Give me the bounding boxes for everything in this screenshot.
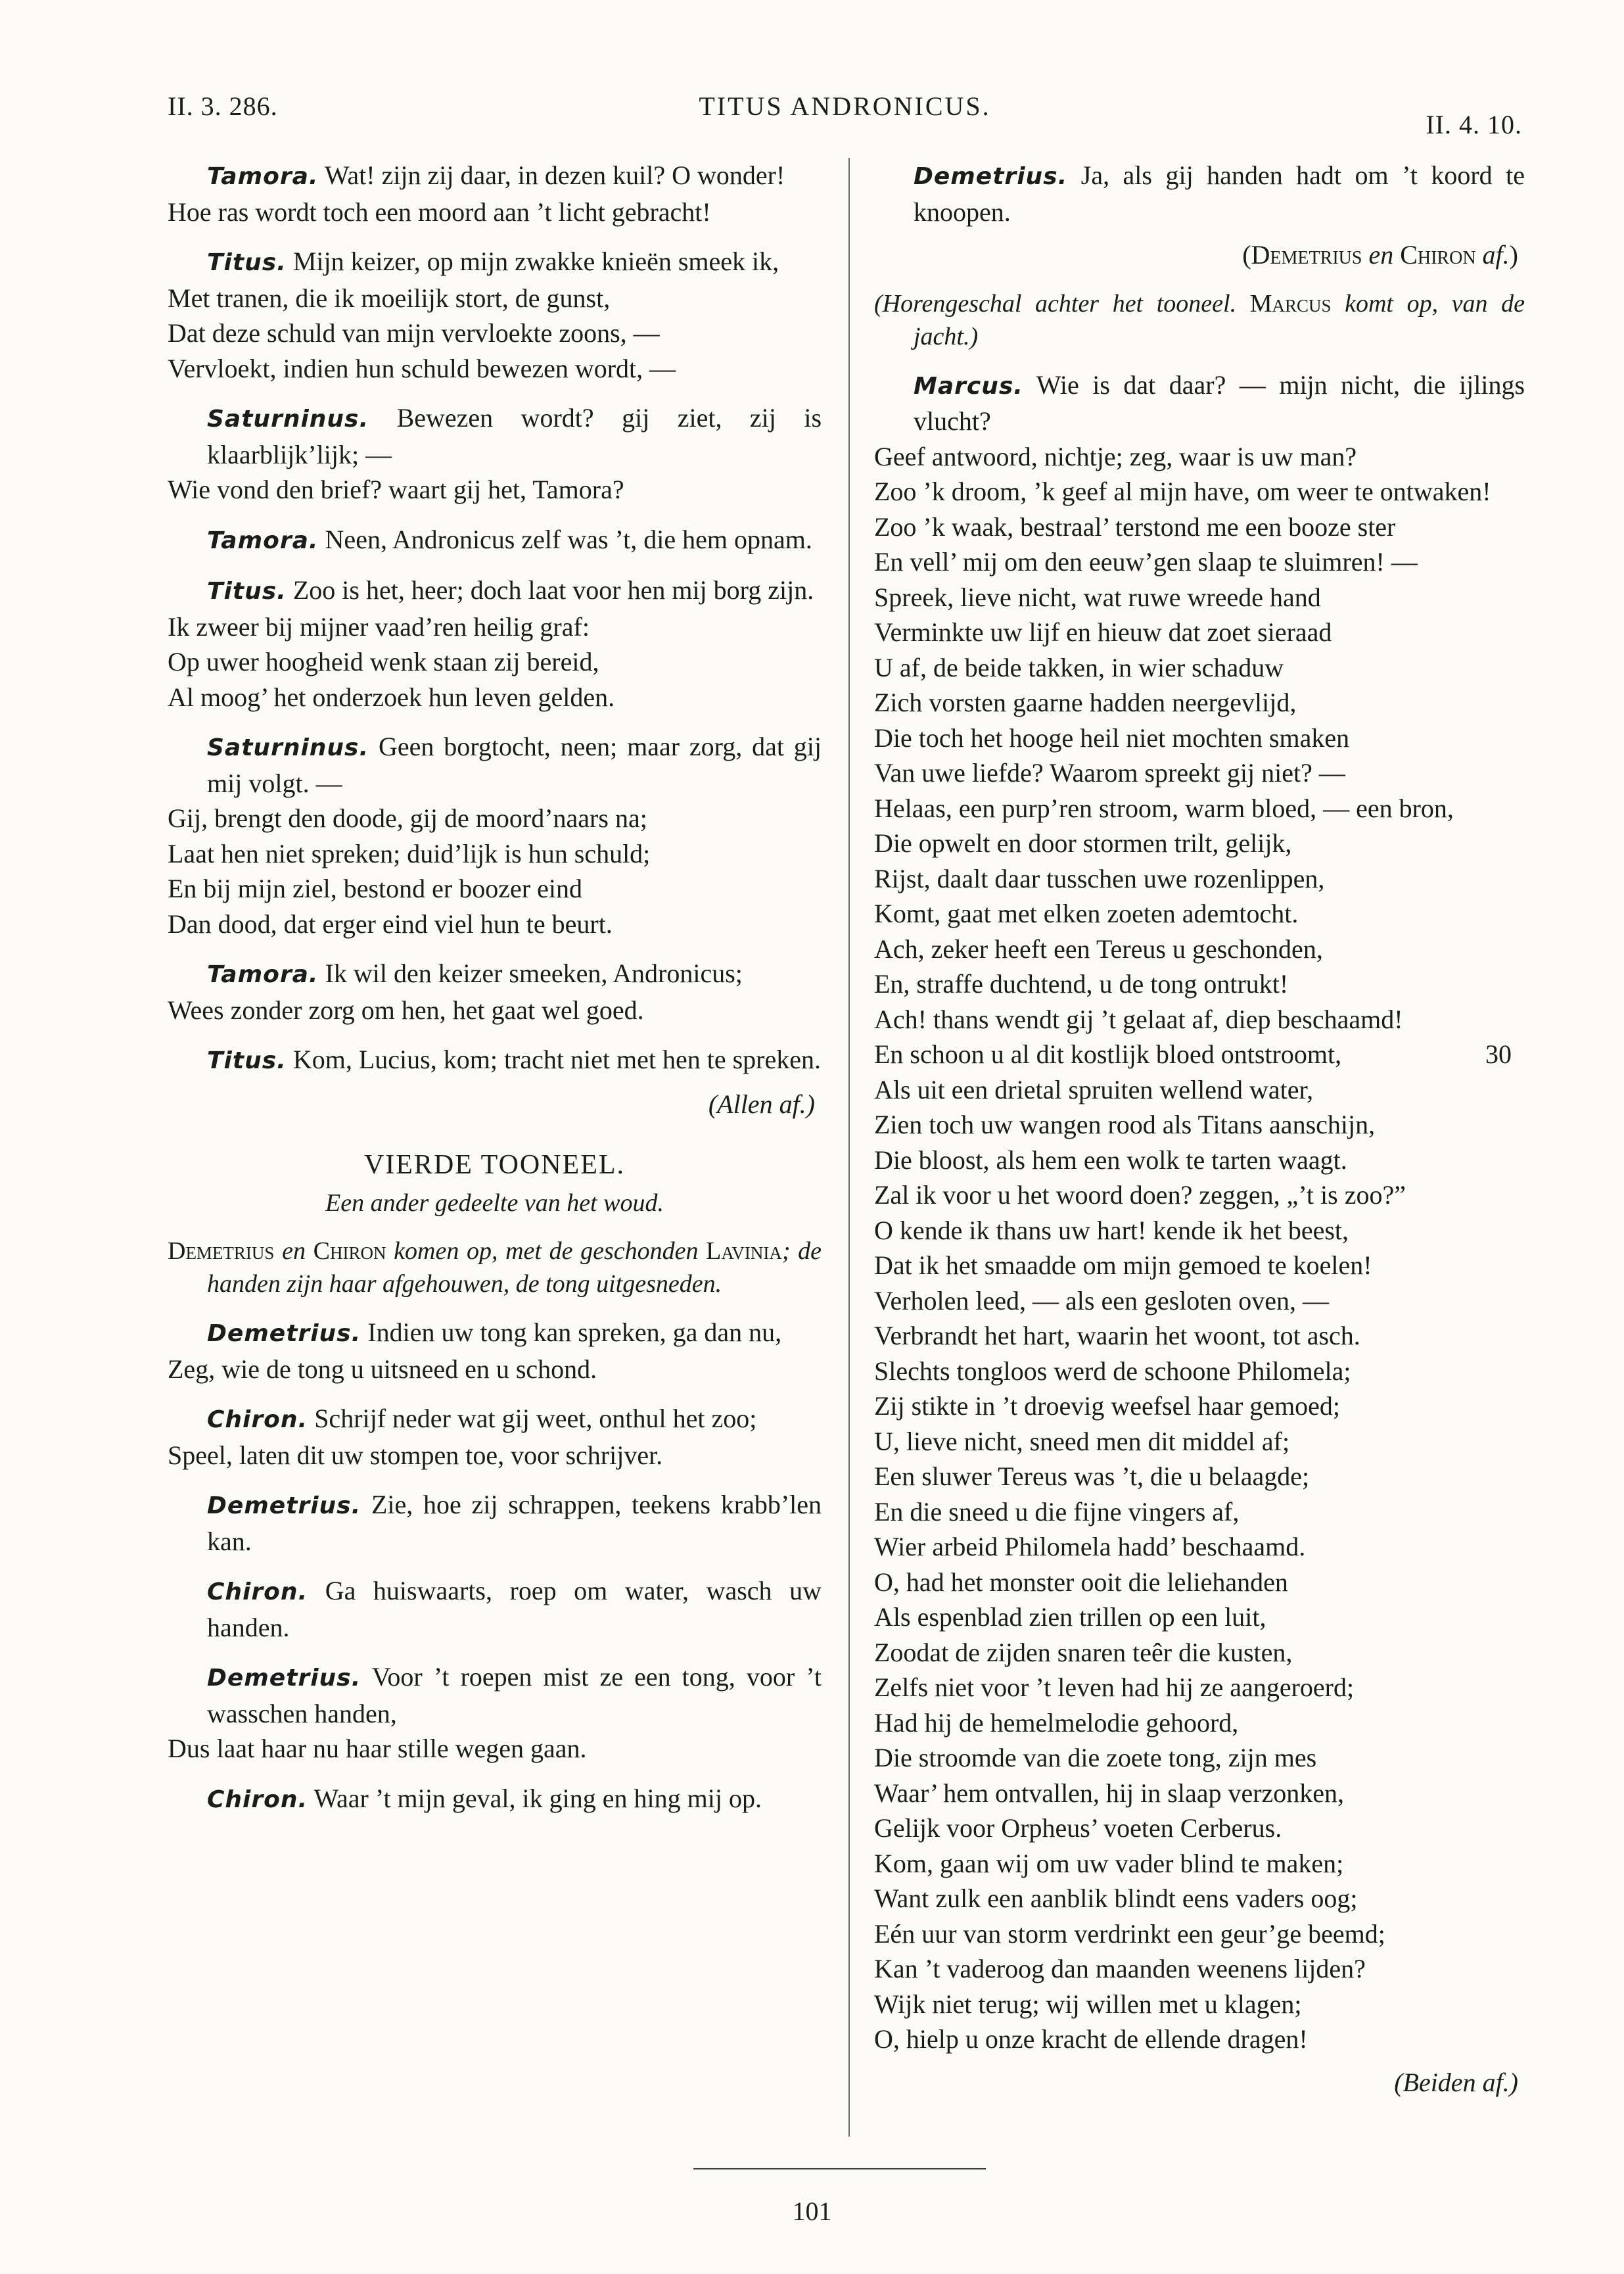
conjunction: en [282, 1237, 306, 1265]
verse-text: Die bloost, als hem een wolk te tarten waagt. [874, 1145, 1347, 1175]
speech [168, 573, 822, 715]
verse-text: Dat ik het smaadde om mijn gemoed te koelen! [874, 1250, 1372, 1280]
verse-text: O kende ik thans uw hart! kende ik het beest, [874, 1215, 1349, 1245]
speech-text: Zoo is het, heer; doch laat voor hen mij borg zijn. [292, 575, 814, 605]
verse-line: Op uwer hoogheid wenk staan zij bereid, [168, 647, 599, 676]
verse-line: Ik zweer bij mijner vaad’ren heilig graf: [168, 611, 590, 642]
verse-text: Rijst, daalt daar tusschen uwe rozenlippen, [874, 863, 1325, 893]
verse-text: O, hielp u onze kracht de ellende dragen! [874, 2024, 1308, 2054]
verse-text: Waar’ hem ontvallen, hij in slaap verzonken, [874, 1778, 1345, 1808]
speech-text: Bewezen wordt? gij ziet, zij is klaarblijk’lijk; — [207, 403, 822, 469]
speech-first-line [168, 1042, 822, 1079]
speech [168, 158, 822, 229]
character-name: Lavinia [706, 1237, 782, 1265]
marcus-verse-lines [874, 439, 1525, 2057]
verse-text: Van uwe liefde? Waarom spreekt gij niet? — [874, 758, 1345, 788]
verse-line: Dat deze schuld van mijn vervloekte zoons, — [168, 318, 660, 348]
scene-title: VIERDE TOONEEL. [363, 1150, 626, 1180]
verse-line [874, 1916, 1525, 1952]
verse-text: Gelijk voor Orpheus’ voeten Cerberus. [874, 1813, 1282, 1843]
verse-line: En bij mijn ziel, bestond er boozer eind [168, 874, 582, 903]
verse-line: Hoe ras wordt toch een moord aan ’t licht gebracht! [168, 197, 711, 227]
speech-first-line [168, 1315, 822, 1352]
verse-line [874, 1143, 1525, 1178]
verse-text: O, had het monster ooit die leliehanden [874, 1567, 1288, 1597]
speech-first-line [168, 522, 822, 559]
horn-stage-direction: (Horengeschal achter het tooneel. Marcus komt op, van de jacht.) [874, 289, 1525, 350]
verse-text: En vell’ mij om den eeuw’gen slaap te sluimren! — [874, 547, 1418, 577]
conjunction: en [1368, 240, 1394, 270]
left-speeches-scene3 [168, 158, 822, 1079]
verse-line [874, 2022, 1525, 2057]
speaker-name: Demetrius. [914, 163, 1068, 190]
speaker-name: Demetrius. [207, 1665, 361, 1692]
verse-line [874, 1037, 1525, 1072]
stage-direction-text: ; de handen zijn haar afgehouwen, de tong uitgesneden. [207, 1237, 822, 1298]
verse-line [874, 1107, 1525, 1143]
speech-first-line [168, 400, 822, 472]
verse-line [874, 1072, 1525, 1108]
verse-text: Verminkte uw lijf en hieuw dat zoet sieraad [874, 617, 1332, 647]
verse-text: Zal ik voor u het woord doen? zeggen, „’t is zoo?” [874, 1180, 1406, 1210]
verse-line [874, 1002, 1525, 1037]
verse-line: Vervloekt, indien hun schuld bewezen wordt, — [168, 353, 676, 383]
verse-text: Zoodat de zijden snaren teêr die kusten, [874, 1637, 1293, 1667]
verse-line: Wees zonder zorg om hen, het gaat wel goed. [168, 995, 644, 1025]
speech-first-line [168, 1487, 822, 1559]
verse-line [874, 1846, 1525, 1882]
verse-text: Verbrandt het hart, waarin het woont, tot asch. [874, 1321, 1360, 1350]
verse-line [874, 1670, 1525, 1705]
speaker-name: Chiron. [207, 1786, 308, 1813]
speaker-name: Demetrius. [207, 1492, 361, 1519]
verse-line: Zeg, wie de tong u uitsneed en u schond. [168, 1354, 597, 1384]
exit-direction: (Demetrius en Chiron af.) [1242, 240, 1518, 270]
speech [168, 1315, 822, 1386]
verse-line [874, 826, 1525, 861]
speech-text: Wie is dat daar? — mijn nicht, die ijlings vlucht? [914, 369, 1525, 436]
verse-line [874, 1951, 1525, 1987]
verse-line [874, 1213, 1525, 1248]
verse-text: U, lieve nicht, sneed men dit middel af; [874, 1426, 1290, 1456]
header-title: TITUS ANDRONICUS. [699, 91, 991, 121]
verse-line [874, 685, 1525, 721]
verse-text: Kom, gaan wij om uw vader blind te maken; [874, 1848, 1344, 1878]
speech-text: Mijn keizer, op mijn zwakke knieën smeek ik, [292, 247, 779, 276]
verse-line [874, 1424, 1525, 1459]
verse-line [874, 755, 1525, 791]
verse-text: Had hij de hemelmelodie gehoord, [874, 1707, 1239, 1738]
stage-direction-text: komen op, met de geschonden [394, 1237, 699, 1265]
speech-first-line [168, 1401, 822, 1438]
speech-text: Voor ’t roepen mist ze een tong, voor ’t wasschen handen, [207, 1662, 822, 1728]
header-left-ref: II. 3. 286. [168, 91, 278, 121]
speech-first-line [168, 244, 822, 281]
verse-line [874, 1565, 1525, 1600]
verse-line: Speel, laten dit uw stompen toe, voor schrijver. [168, 1440, 663, 1470]
speech-text: Ik wil den keizer smeeken, Andronicus; [325, 959, 743, 988]
stage-direction-text: Horengeschal achter het tooneel. [882, 289, 1237, 318]
marcus-speech [874, 367, 1525, 2057]
verse-text: Zelfs niet voor ’t leven had hij ze aangeroerd; [874, 1672, 1355, 1702]
page-number: 101 [792, 2196, 832, 2226]
speech-first-line [168, 573, 822, 609]
verse-line [874, 615, 1525, 650]
verse-text: Een sluwer Tereus was ’t, die u belaagde; [874, 1461, 1310, 1491]
right-column [874, 158, 1525, 2100]
speaker-name: Marcus. [914, 372, 1023, 400]
speaker-name: Titus. [207, 249, 287, 276]
verse-line: Al moog’ het onderzoek hun leven gelden. [168, 682, 615, 712]
verse-text: Die toch het hooge heil niet mochten smaken [874, 722, 1350, 753]
speech [168, 1487, 822, 1559]
verse-line [874, 1318, 1525, 1354]
running-head [168, 84, 1522, 139]
verse-line [874, 509, 1525, 545]
speech-first-line [168, 1573, 822, 1645]
verse-text: Die opwelt en door stormen trilt, gelijk, [874, 828, 1292, 858]
exit-direction: (Beiden af.) [1394, 2067, 1518, 2097]
speaker-name: Chiron. [207, 1578, 308, 1605]
character-name: Demetrius [168, 1237, 275, 1265]
verse-line [874, 1811, 1525, 1846]
speech-text: Ga huiswaarts, roep om water, wasch uw handen. [207, 1576, 822, 1642]
speech [168, 400, 822, 508]
speech [168, 956, 822, 1028]
verse-line [874, 721, 1525, 756]
speech [168, 1659, 822, 1766]
speech [168, 1401, 822, 1473]
verse-text: Zich vorsten gaarne hadden neergevlijd, [874, 688, 1297, 717]
speaker-name: Chiron. [207, 1406, 308, 1433]
left-speeches-scene4 [168, 1315, 822, 1817]
speech-text: Geen borgtocht, neen; maar zorg, dat gij mij volgt. — [207, 732, 822, 798]
footer-rule [693, 2168, 986, 2169]
speech [168, 729, 822, 941]
speaker-name: Demetrius. [207, 1320, 361, 1347]
verse-text: Ach! thans wendt gij ’t gelaat af, diep beschaamd! [874, 1004, 1403, 1034]
verse-line [874, 474, 1525, 509]
verse-line [874, 1529, 1525, 1565]
verse-text: Want zulk een aanblik blindt eens vaders oog; [874, 1883, 1358, 1913]
verse-text: Wijk niet terug; wij willen met u klagen; [874, 1989, 1302, 2019]
verse-line [874, 1740, 1525, 1776]
verse-line: Met tranen, die ik moeilijk stort, de gunst, [168, 283, 611, 313]
verse-text: Slechts tongloos werd de schoone Philomela; [874, 1356, 1351, 1386]
speech-text: Schrijf neder wat gij weet, onthul het zoo; [314, 1404, 757, 1433]
verse-text: Als uit een drietal spruiten wellend water, [874, 1074, 1314, 1104]
verse-line [874, 1776, 1525, 1811]
scene-location: Een ander gedeelte van het woud. [325, 1189, 664, 1217]
line-number: 30 [1485, 1039, 1512, 1069]
speech-first-line [168, 1781, 822, 1818]
verse-text: Zij stikte in ’t droevig weefsel haar gemoed; [874, 1391, 1341, 1421]
speech [168, 522, 822, 559]
verse-text: Zoo ’k droom, ’k geef al mijn have, om weer te ontwaken! [874, 477, 1491, 506]
entry-stage-direction [168, 1235, 822, 1300]
verse-line: Wie vond den brief? waart gij het, Tamora? [168, 475, 624, 504]
speaker-name: Tamora. [207, 527, 319, 554]
character-name: Marcus [1249, 289, 1332, 318]
verse-text: En die sneed u die fijne vingers af, [874, 1496, 1240, 1527]
verse-text: Wier arbeid Philomela hadd’ beschaamd. [874, 1532, 1306, 1561]
speech-first-line [168, 158, 822, 195]
verse-line [874, 1283, 1525, 1319]
verse-line: Laat hen niet spreken; duid’lijk is hun schuld; [168, 838, 651, 868]
speech [168, 1781, 822, 1818]
speaker-name: Saturninus. [207, 406, 369, 433]
verse-line [874, 1881, 1525, 1916]
exit-word: af. [1482, 240, 1510, 270]
speech-text: Zie, hoe zij schrappen, teekens krabb’len kan. [207, 1490, 822, 1556]
speech-first-line [874, 158, 1525, 229]
verse-text: Als espenblad zien trillen op een luit, [874, 1602, 1266, 1632]
speech-first-line [168, 1659, 822, 1731]
speech-text: Waar ’t mijn geval, ik ging en hing mij op. [313, 1783, 762, 1813]
verse-text: Spreek, lieve nicht, wat ruwe wreede hand [874, 582, 1321, 612]
header-right-ref: II. 4. 10. [1426, 110, 1522, 139]
verse-line [874, 966, 1525, 1002]
speech [874, 158, 1525, 229]
speaker-name: Tamora. [207, 163, 319, 190]
verse-text: Eén uur van storm verdrinkt een geur’ge beemd; [874, 1918, 1385, 1949]
verse-line [874, 1354, 1525, 1389]
verse-line [874, 1705, 1525, 1741]
character-name: Chiron [1400, 240, 1476, 270]
character-name: Demetrius [1251, 240, 1362, 270]
verse-line [874, 1987, 1525, 2022]
verse-line [874, 650, 1525, 686]
speech-first-line [168, 729, 822, 801]
speaker-name: Tamora. [207, 961, 319, 988]
verse-line [874, 1177, 1525, 1213]
speech [168, 1573, 822, 1645]
verse-text: Geef antwoord, nichtje; zeg, waar is uw man? [874, 441, 1357, 471]
verse-text: Ach, zeker heeft een Tereus u geschonden, [874, 934, 1323, 964]
stage-direction-text: komt op, van de jacht. [914, 289, 1525, 350]
verse-line [874, 1494, 1525, 1530]
verse-text: Kan ’t vaderoog dan maanden weenens lijden? [874, 1954, 1366, 1983]
left-column [168, 158, 822, 1817]
speech-text: Kom, Lucius, kom; tracht niet met hen te spreken. [292, 1045, 821, 1074]
speech-text: Neen, Andronicus zelf was ’t, die hem opnam. [325, 524, 812, 554]
column-divider [848, 158, 850, 2137]
verse-text: En, straffe duchtend, u de tong ontrukt! [874, 969, 1289, 999]
verse-line: Dan dood, dat erger eind viel hun te beurt. [168, 909, 613, 939]
verse-text: Verholen leed, — als een gesloten oven, — [874, 1285, 1330, 1315]
character-name: Chiron [313, 1237, 386, 1265]
verse-text: Zien toch uw wangen rood als Titans aanschijn, [874, 1110, 1376, 1139]
verse-text: En schoon u al dit kostlijk bloed ontstroomt, [874, 1039, 1342, 1069]
verse-line: Gij, brengt den doode, gij de moord’naars na; [168, 803, 647, 833]
verse-text: Zoo ’k waak, bestraal’ terstond me een booze ster [874, 511, 1396, 542]
speech-text: Wat! zijn zij daar, in dezen kuil? O wonder! [324, 160, 785, 190]
verse-line [874, 932, 1525, 967]
verse-text: Helaas, een purp’ren stroom, warm bloed, — een bron, [874, 793, 1454, 823]
speech [168, 244, 822, 386]
speech-text: Indien uw tong kan spreken, ga dan nu, [367, 1317, 782, 1347]
speech [168, 1042, 822, 1079]
verse-text: Die stroomde van die zoete tong, zijn mes [874, 1743, 1317, 1772]
verse-line [874, 791, 1525, 826]
verse-line [874, 439, 1525, 475]
verse-line [874, 544, 1525, 580]
verse-line [874, 896, 1525, 932]
speaker-name: Titus. [207, 578, 287, 605]
verse-line [874, 1248, 1525, 1283]
verse-line [874, 861, 1525, 897]
verse-text: Komt, gaat met elken zoeten ademtocht. [874, 899, 1299, 928]
verse-line [874, 1599, 1525, 1635]
speaker-name: Saturninus. [207, 734, 369, 761]
speaker-name: Titus. [207, 1047, 287, 1074]
verse-line [874, 1459, 1525, 1494]
verse-text: U af, de beide takken, in wier schaduw [874, 652, 1284, 682]
verse-line [874, 1388, 1525, 1424]
speech-first-line [168, 956, 822, 993]
verse-line [874, 1635, 1525, 1670]
speech-first-line [874, 367, 1525, 439]
verse-line: Dus laat haar nu haar stille wegen gaan. [168, 1734, 587, 1763]
speech-text: Ja, als gij handen hadt om ’t koord te knoopen. [914, 160, 1525, 227]
verse-line [874, 580, 1525, 615]
exit-direction: (Allen af.) [708, 1089, 815, 1119]
